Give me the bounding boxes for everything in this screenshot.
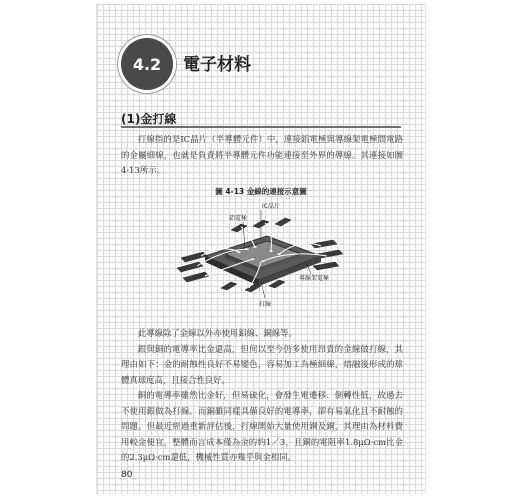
section-number-badge: 4.2 [121,38,173,90]
subsection-heading: (1)金打線 [121,112,177,126]
label-aluminum-electrode: 鋁電極 [229,215,248,222]
paragraph-3: 銅的電導率雖然比金好，但易硫化，會發生電遷移、倒轉性低，故過去不使用銀做為打線。而銅雖同樣具備良好的電導率，卻有易氧化且不耐蝕的問題。但最近經過重新評估後，打線開始大量使用銅及銅，其理由為材料費用較金便宜，整體而言成本僅為金的約1／3，且銅的電阻率1.8μΩ·cm比金的2.3μΩ·cm還低，機械性質亦幾乎與金相同。 [121,390,403,462]
body-paragraphs [121,326,403,466]
book-page [96,4,426,494]
paragraph-1: 此導線除了金線以外亦使用鋁線、銅線等。 [137,328,297,338]
wire-bonding-diagram [161,200,361,312]
page-number: 80 [121,470,133,480]
label-bond-wire: 打線 [259,301,272,308]
figure-caption: 圖 4-13 金線的連接示意圖 [215,187,307,196]
subsection-divider [121,126,401,128]
label-ic-chip: IC晶片 [262,203,280,210]
intro-paragraph: 打線指的是IC晶片（半導體元件）中，連接鋁電極與導線架電極間電路的金屬細線，也就是負責將半導體元件功能連接至外界的導線。其連接如圖4-13所示。 [121,134,403,175]
paragraph-2: 銀與銅的電導率比金還高，但何以至今仍多使用昂貴的金線做打線，其理由如下：金的耐蝕性良好不易變色，容易加工為極細線，熔融後形成的球體真球度高，且接合性良好。 [121,343,403,385]
section-title: 電子材料 [183,55,251,75]
label-leadframe-electrode: 導線架電極 [299,275,330,282]
